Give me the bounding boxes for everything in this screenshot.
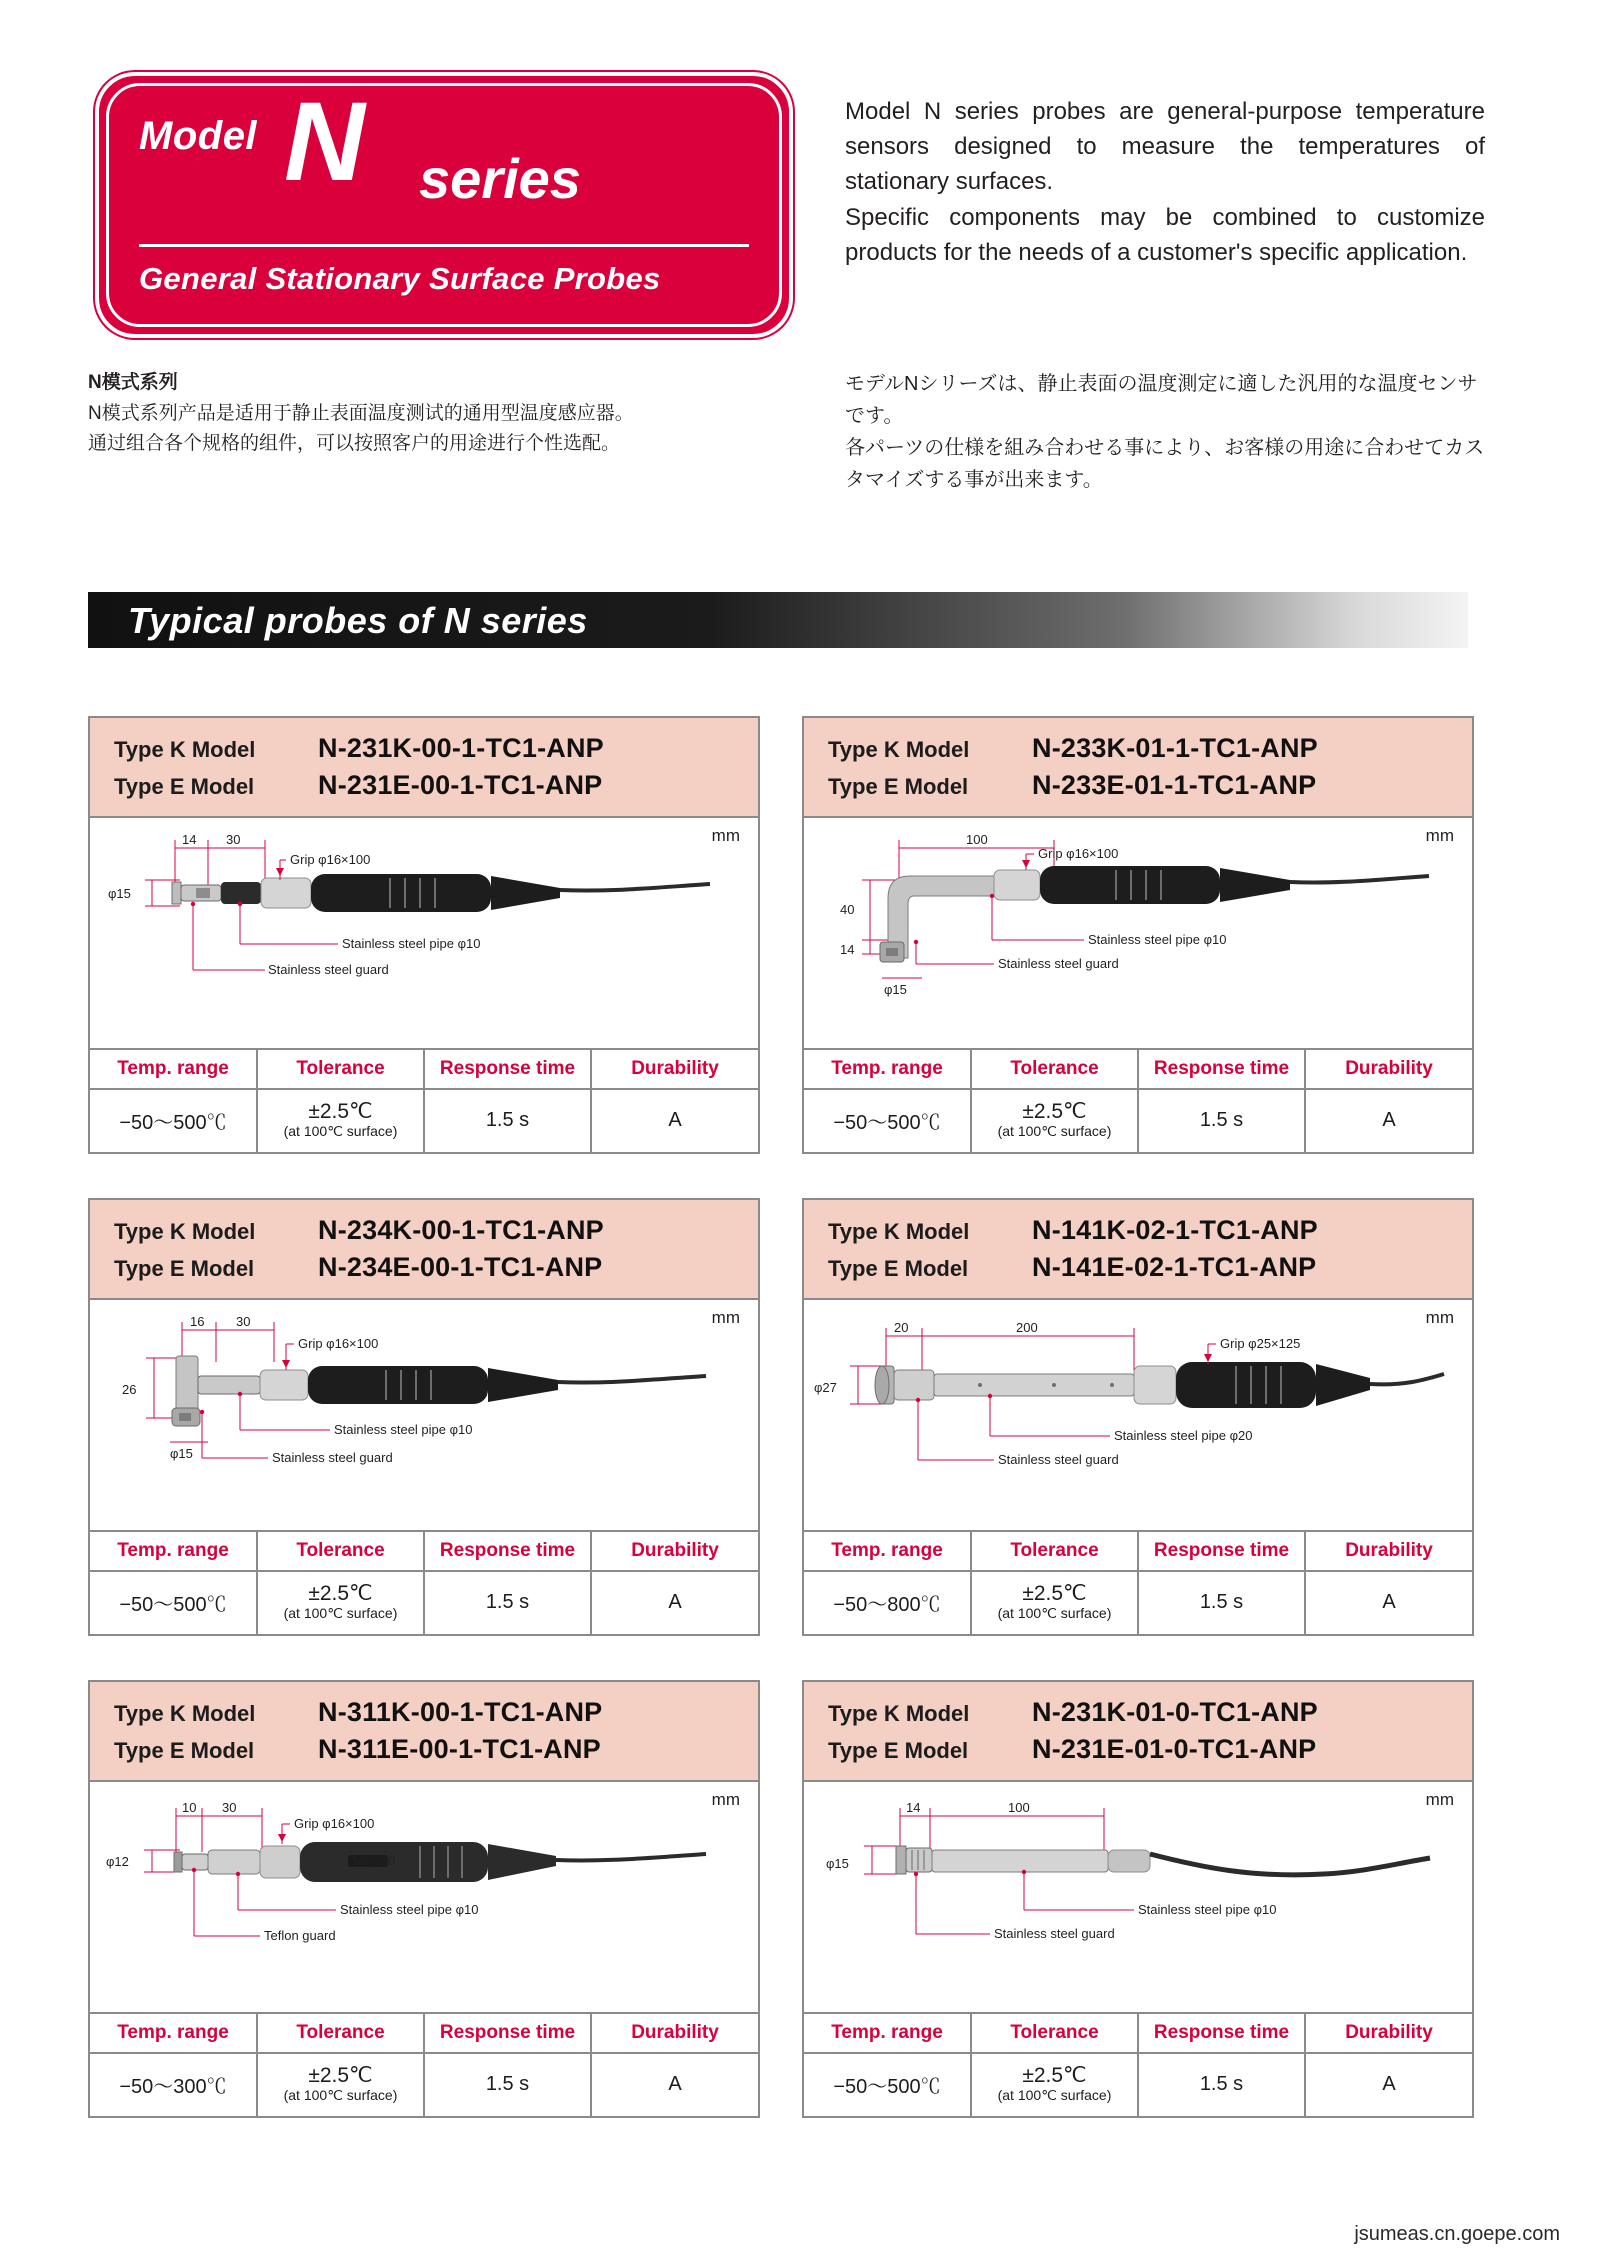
tolerance-condition: (at 100℃ surface) [997, 1605, 1112, 1622]
model-code-k: N-231K-01-0-TC1-ANP [1032, 1697, 1318, 1727]
header [0, 0, 1600, 491]
spec-value-row [804, 1571, 1472, 1634]
type-e-label: Type E Model [114, 1738, 255, 1763]
chinese-title: N模式系列 [88, 372, 178, 393]
type-k-label: Type K Model [828, 1219, 970, 1244]
callout-guard: Stainless steel guard [268, 962, 389, 977]
spec-value-row [90, 1571, 758, 1634]
header-tolerance: Tolerance [971, 2014, 1138, 2053]
model-line-e [828, 1731, 1472, 1768]
callout-pipe: Stainless steel pipe φ10 [1088, 932, 1227, 947]
callout-pipe: Stainless steel pipe φ10 [1138, 1902, 1277, 1917]
value-durability: A [668, 1108, 682, 1131]
card-header [804, 1200, 1472, 1300]
english-paragraph-1: Model N series probes are general-purpose temperature sensors designed to measure the temperatures of stationary surfaces. [845, 98, 1485, 195]
tolerance-condition: (at 100℃ surface) [283, 1605, 398, 1622]
spec-table [804, 1050, 1472, 1152]
probe-drawing [804, 1782, 1472, 2010]
dim-16: 16 [190, 1314, 205, 1329]
section-bar [88, 592, 1468, 648]
spec-table [804, 2014, 1472, 2116]
value-tolerance [971, 2053, 1138, 2116]
callout-grip: Grip φ16×100 [290, 852, 371, 867]
spec-header-row [90, 1532, 758, 1571]
dim-30: 30 [222, 1800, 237, 1815]
tolerance-condition: (at 100℃ surface) [283, 1123, 398, 1140]
model-code-k: N-234K-00-1-TC1-ANP [318, 1215, 604, 1245]
dim-10: 10 [182, 1800, 197, 1815]
probe-diagram [804, 1782, 1472, 2014]
unit-label: mm [711, 826, 740, 845]
probe-diagram [804, 818, 1472, 1050]
header-response-time: Response time [424, 2014, 591, 2053]
dim-phi15: φ15 [884, 982, 907, 997]
value-durability: A [668, 2072, 682, 2095]
header-response-time: Response time [424, 1050, 591, 1089]
value-response-time: 1.5 s [1138, 1089, 1305, 1152]
probe-diagram [90, 1782, 758, 2014]
model-code-e: N-231E-00-1-TC1-ANP [318, 770, 603, 800]
japanese-paragraph-2: 各パーツの仕様を組み合わせる事により、お客様の用途に合わせてカスタマイズする事が出来ます。 [845, 437, 1485, 491]
header-temp-range: Temp. range [804, 1050, 971, 1089]
spec-header-row [90, 2014, 758, 2053]
spec-value-row [804, 2053, 1472, 2116]
card-header [90, 718, 758, 818]
model-code-e: N-231E-01-0-TC1-ANP [1032, 1734, 1317, 1764]
spec-header-row [804, 2014, 1472, 2053]
value-response-time: 1.5 s [424, 2053, 591, 2116]
tolerance-condition: (at 100℃ surface) [283, 2087, 398, 2104]
header-durability: Durability [1305, 2014, 1472, 2053]
footer-watermark [1354, 2223, 1560, 2246]
spec-value-row [90, 1089, 758, 1152]
probe-drawing [90, 1782, 758, 2010]
probe-diagram [804, 1300, 1472, 1532]
english-paragraph-2: Specific components may be combined to customize products for the needs of a customer's specific application. [845, 204, 1485, 267]
header-durability: Durability [1305, 1050, 1472, 1089]
header-response-time: Response time [1138, 1532, 1305, 1571]
spec-table [90, 1050, 758, 1152]
model-line-e [114, 1249, 758, 1286]
card-header [804, 1682, 1472, 1782]
value-durability: A [1382, 2072, 1396, 2095]
model-code-k: N-231K-00-1-TC1-ANP [318, 733, 604, 763]
model-line-e [828, 767, 1472, 804]
header-temp-range: Temp. range [804, 1532, 971, 1571]
tolerance-condition: (at 100℃ surface) [997, 1123, 1112, 1140]
spec-table [90, 1532, 758, 1634]
probe-drawing [90, 1300, 758, 1528]
type-e-label: Type E Model [114, 774, 255, 799]
spec-table [804, 1532, 1472, 1634]
value-response-time: 1.5 s [1138, 1571, 1305, 1634]
header-durability: Durability [1305, 1532, 1472, 1571]
callout-pipe: Stainless steel pipe φ10 [334, 1422, 473, 1437]
header-temp-range: Temp. range [804, 2014, 971, 2053]
tolerance-main: ±2.5℃ [1022, 2064, 1087, 2088]
dim-phi15: φ15 [170, 1446, 193, 1461]
dim-phi12: φ12 [106, 1854, 129, 1869]
value-tolerance [257, 2053, 424, 2116]
spec-table [90, 2014, 758, 2116]
value-durability: A [1382, 1108, 1396, 1131]
header-tolerance: Tolerance [257, 2014, 424, 2053]
unit-label: mm [1425, 826, 1454, 845]
value-tolerance [257, 1089, 424, 1152]
card-row [88, 716, 1488, 1154]
model-line-k [828, 1694, 1472, 1731]
type-k-label: Type K Model [828, 737, 970, 762]
header-tolerance: Tolerance [971, 1532, 1138, 1571]
spec-value-row [804, 1089, 1472, 1152]
spec-header-row [804, 1050, 1472, 1089]
callout-guard: Teflon guard [264, 1928, 336, 1943]
model-code-k: N-311K-00-1-TC1-ANP [318, 1697, 603, 1727]
dim-100: 100 [966, 832, 988, 847]
tolerance-main: ±2.5℃ [1022, 1100, 1087, 1124]
header-response-time: Response time [1138, 2014, 1305, 2053]
dim-100: 100 [1008, 1800, 1030, 1815]
callout-grip: Grip φ25×125 [1220, 1336, 1301, 1351]
callout-guard: Stainless steel guard [998, 1452, 1119, 1467]
value-response-time: 1.5 s [424, 1089, 591, 1152]
type-k-label: Type K Model [114, 737, 256, 762]
model-line-k [828, 1212, 1472, 1249]
model-line-k [114, 1694, 758, 1731]
dim-14: 14 [840, 942, 855, 957]
probe-drawing [804, 818, 1472, 1046]
dim-14: 14 [906, 1800, 921, 1815]
type-e-label: Type E Model [828, 1738, 969, 1763]
model-banner [95, 72, 793, 338]
dim-200: 200 [1016, 1320, 1038, 1335]
value-temp-range: −50～500℃ [90, 1571, 257, 1634]
header-durability: Durability [591, 2014, 758, 2053]
type-k-label: Type K Model [114, 1219, 256, 1244]
dim-40: 40 [840, 902, 855, 917]
section-title: Typical probes of N series [128, 600, 588, 641]
probe-card [88, 1680, 760, 2118]
dim-14: 14 [182, 832, 197, 847]
header-temp-range: Temp. range [90, 1050, 257, 1089]
chinese-line-1: N模式系列产品是适用于静止表面温度测试的通用型温度感应器。 [88, 403, 634, 425]
model-line-e [828, 1249, 1472, 1286]
chinese-line-2: 通过组合各个规格的组件，可以按照客户的用途进行个性选配。 [88, 432, 621, 454]
spec-header-row [90, 1050, 758, 1089]
probe-drawing [804, 1300, 1472, 1528]
value-response-time: 1.5 s [1138, 2053, 1305, 2116]
card-row [88, 1198, 1488, 1636]
model-line-k [828, 730, 1472, 767]
model-line-k [114, 1212, 758, 1249]
model-line-k [114, 730, 758, 767]
model-line-e [114, 1731, 758, 1768]
header-temp-range: Temp. range [90, 2014, 257, 2053]
banner-subtitle: General Stationary Surface Probes [139, 261, 661, 296]
english-description [845, 95, 1485, 273]
model-code-k: N-233K-01-1-TC1-ANP [1032, 733, 1318, 763]
unit-label: mm [1425, 1308, 1454, 1327]
value-temp-range: −50～300℃ [90, 2053, 257, 2116]
japanese-description [845, 368, 1495, 496]
card-header [90, 1200, 758, 1300]
chinese-description [88, 368, 738, 458]
callout-guard: Stainless steel guard [272, 1450, 393, 1465]
value-temp-range: −50～500℃ [804, 2053, 971, 2116]
value-temp-range: −50～800℃ [804, 1571, 971, 1634]
value-temp-range: −50～500℃ [90, 1089, 257, 1152]
header-tolerance: Tolerance [257, 1050, 424, 1089]
dim-30: 30 [236, 1314, 251, 1329]
probe-diagram [90, 1300, 758, 1532]
spec-header-row [804, 1532, 1472, 1571]
probe-card [802, 1198, 1474, 1636]
card-header [90, 1682, 758, 1782]
probe-drawing [90, 818, 758, 1046]
model-code-e: N-234E-00-1-TC1-ANP [318, 1252, 603, 1282]
tolerance-condition: (at 100℃ surface) [997, 2087, 1112, 2104]
grip-print: MK-300 [353, 1854, 396, 1868]
header-response-time: Response time [424, 1532, 591, 1571]
header-durability: Durability [591, 1532, 758, 1571]
unit-label: mm [711, 1308, 740, 1327]
dim-26: 26 [122, 1382, 137, 1397]
model-line-e [114, 767, 758, 804]
header-tolerance: Tolerance [971, 1050, 1138, 1089]
model-code-e: N-141E-02-1-TC1-ANP [1032, 1252, 1317, 1282]
model-code-k: N-141K-02-1-TC1-ANP [1032, 1215, 1318, 1245]
model-code-e: N-233E-01-1-TC1-ANP [1032, 770, 1317, 800]
tolerance-main: ±2.5℃ [1022, 1582, 1087, 1606]
value-durability: A [1382, 1590, 1396, 1613]
value-temp-range: −50～500℃ [804, 1089, 971, 1152]
model-code-e: N-311E-00-1-TC1-ANP [318, 1734, 601, 1764]
japanese-paragraph-1: モデルNシリーズは、静止表面の温度測定に適した汎用的な温度センサです。 [845, 373, 1478, 427]
dim-20: 20 [894, 1320, 909, 1335]
tolerance-main: ±2.5℃ [308, 1100, 373, 1124]
value-durability: A [668, 1590, 682, 1613]
callout-grip: Grip φ16×100 [294, 1816, 375, 1831]
probe-card [88, 716, 760, 1154]
tolerance-main: ±2.5℃ [308, 2064, 373, 2088]
value-tolerance [971, 1571, 1138, 1634]
type-e-label: Type E Model [828, 774, 969, 799]
callout-grip: Grip φ16×100 [298, 1336, 379, 1351]
callout-guard: Stainless steel guard [998, 956, 1119, 971]
callout-grip: Grip φ16×100 [1038, 846, 1119, 861]
header-temp-range: Temp. range [90, 1532, 257, 1571]
banner-divider [139, 244, 749, 247]
dim-phi15: φ15 [826, 1856, 849, 1871]
unit-label: mm [711, 1790, 740, 1809]
type-k-label: Type K Model [828, 1701, 970, 1726]
probe-card [88, 1198, 760, 1636]
callout-pipe: Stainless steel pipe φ20 [1114, 1428, 1253, 1443]
card-header [804, 718, 1472, 818]
callout-pipe: Stainless steel pipe φ10 [342, 936, 481, 951]
footer-site: jsumeas.cn.goepe.com [1354, 2223, 1560, 2245]
probe-diagram [90, 818, 758, 1050]
header-response-time: Response time [1138, 1050, 1305, 1089]
type-k-label: Type K Model [114, 1701, 256, 1726]
value-tolerance [257, 1571, 424, 1634]
type-e-label: Type E Model [828, 1256, 969, 1281]
probe-card-grid [88, 716, 1488, 2162]
value-tolerance [971, 1089, 1138, 1152]
dim-phi27: φ27 [814, 1380, 837, 1395]
dim-phi15: φ15 [108, 886, 131, 901]
card-row [88, 1680, 1488, 2118]
banner-big-letter: N [284, 79, 365, 204]
header-durability: Durability [591, 1050, 758, 1089]
tolerance-main: ±2.5℃ [308, 1582, 373, 1606]
header-tolerance: Tolerance [257, 1532, 424, 1571]
callout-guard: Stainless steel guard [994, 1926, 1115, 1941]
probe-card [802, 1680, 1474, 2118]
banner-model-word: Model [139, 114, 258, 158]
spec-value-row [90, 2053, 758, 2116]
probe-card [802, 716, 1474, 1154]
unit-label: mm [1425, 1790, 1454, 1809]
value-response-time: 1.5 s [424, 1571, 591, 1634]
dim-30: 30 [226, 832, 241, 847]
type-e-label: Type E Model [114, 1256, 255, 1281]
banner-series-word: series [419, 147, 581, 210]
callout-pipe: Stainless steel pipe φ10 [340, 1902, 479, 1917]
